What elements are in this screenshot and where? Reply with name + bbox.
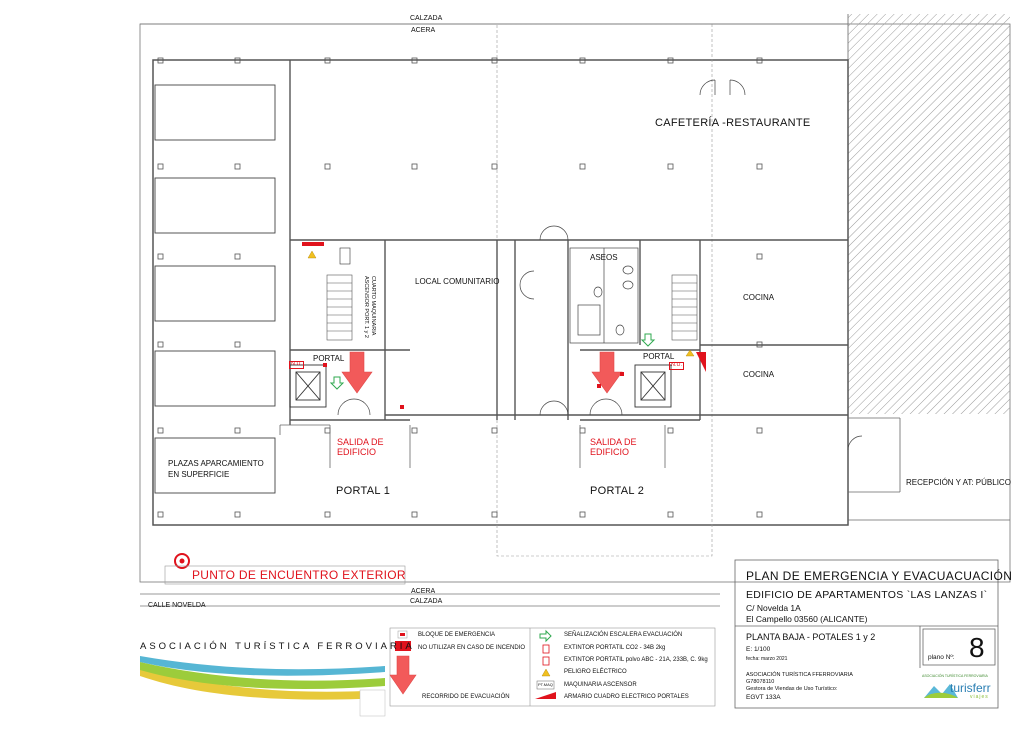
room-portal-a: PORTAL [313, 354, 345, 363]
street-calle-novelda: CALLE NOVELDA [148, 602, 206, 609]
street-lines [140, 24, 848, 606]
room-cocina-1: COCINA [743, 293, 775, 302]
room-cocina-2: COCINA [743, 370, 775, 379]
room-plazas-line1: PLAZAS APARCAMIENTO [168, 459, 264, 468]
legend-no-utilizar: NO UTILIZAR EN CASO DE INCENDIO [418, 645, 526, 651]
room-local-comunitario: LOCAL COMUNITARIO [415, 277, 500, 286]
legend-polvo: EXTINTOR PORTATIL polvo ABC - 21A, 233B, C. 9kg [564, 657, 708, 663]
title-address-1: C/ Novelda 1A [746, 603, 801, 613]
doors [338, 80, 862, 450]
room-recepcion: RECEPCIÓN Y AT: PÚBLICO [906, 478, 1011, 487]
exit-label-2-line2: EDIFICIO [590, 447, 630, 457]
turisferr-logo-small: ASOCIACIÓN TURÍSTICA FERROVIARIA [922, 674, 988, 678]
street-calzada-bottom: CALZADA [410, 598, 443, 605]
legend-recorrido: RECORRIDO DE EVACUACIÓN [422, 694, 510, 700]
elevator-portal-1 [290, 365, 326, 407]
title-date: fecha: marzo 2021 [746, 656, 788, 662]
label-portal-1: PORTAL 1 [336, 485, 391, 497]
hatched-neighbour-area [848, 14, 1010, 414]
title-cif: G78078110 [746, 679, 775, 685]
room-aseos: ASEOS [590, 253, 618, 262]
stairs-portal-2 [672, 275, 697, 340]
parking-bays [155, 85, 275, 493]
title-egvt: EGVT 133A [746, 694, 781, 701]
elevator-portal-2 [635, 365, 671, 407]
title-address-2: El Campello 03560 (ALICANTE) [746, 614, 868, 624]
legend-co2: EXTINTOR PORTATIL CO2 - 34B 2kg [564, 645, 666, 651]
label-portal-2: PORTAL 2 [590, 485, 645, 497]
turisferr-logo-sub: viajes [970, 694, 989, 700]
title-org: ASOCIACIÓN TURÍSTICA FFERROVIARIA [746, 672, 853, 678]
portal-zone-lines [280, 418, 1010, 520]
street-acera-top: ACERA [411, 27, 436, 34]
stairs-portal-1 [327, 275, 352, 340]
legend-maquinaria: MAQUINARIA ASCENSOR [564, 682, 637, 688]
room-portal-b: PORTAL [643, 352, 675, 361]
title-gestora: Gestora de Viendas de Uso Turístico: [746, 686, 838, 692]
association-logo-swoosh [140, 656, 385, 716]
title-building: EDIFICIO DE APARTAMENTOS `LAS LANZAS I` [746, 589, 988, 601]
legend-senal: SEÑALIZACIÓN ESCALERA EVACUACIÓN [564, 632, 683, 638]
street-acera-bottom: ACERA [411, 588, 436, 595]
legend-peligro: PELIGRO ELÉCTRICO [564, 669, 627, 675]
evacuation-arrows [342, 352, 622, 393]
nu-marker-1: N.U. [291, 361, 302, 367]
title-scale: E: 1/100 [746, 646, 771, 653]
legend-icons [390, 631, 556, 699]
room-cuarto-maquinaria-2: ASCENSOR PORT. 1 y 2 [363, 276, 369, 338]
room-plazas-line2: EN SUPERFICIE [168, 470, 230, 479]
exit-label-2-line1: SALIDA DE [590, 437, 637, 447]
street-calzada-top: CALZADA [410, 15, 443, 22]
nu-marker-2: N.U. [671, 362, 682, 368]
legend-bloque: BLOQUE DE EMERGENCIA [418, 632, 496, 638]
legend-maq-icon-text: PT.MAQ [538, 682, 553, 687]
legend-armario: ARMARIO CUADRO ELECTRICO PORTALES [564, 694, 689, 700]
turisferr-logo-text: turisferr [950, 681, 991, 695]
association-name: ASOCIACIÓN TURÍSTICA FERROVIARIA [140, 641, 415, 652]
room-cuarto-maquinaria: CUARTO MAQUINARIA [370, 276, 376, 336]
meeting-point-label: PUNTO DE ENCUENTRO EXTERIOR [192, 568, 406, 582]
title-plan: PLAN DE EMERGENCIA Y EVACUACUACIÓN [746, 569, 1013, 583]
room-cafeteria: CAFETERÍA -RESTAURANTE [655, 117, 811, 129]
toilet-fixtures [570, 248, 638, 343]
title-floor: PLANTA BAJA - POTALES 1 y 2 [746, 632, 876, 642]
exit-label-1-line1: SALIDA DE [337, 437, 384, 447]
plano-label: plano Nº: [928, 654, 955, 661]
plano-number: 8 [969, 632, 985, 663]
exit-label-1-line2: EDIFICIO [337, 447, 377, 457]
